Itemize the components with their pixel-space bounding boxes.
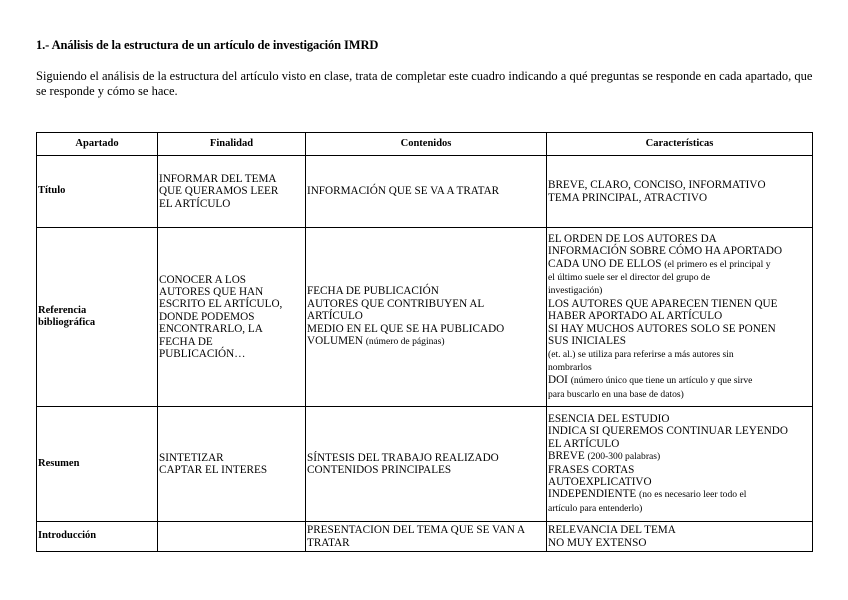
caracteristicas-line — [548, 298, 811, 310]
finalidad-line — [159, 336, 304, 348]
table-row-resumen — [37, 407, 813, 522]
caracteristicas-line — [548, 438, 811, 450]
caracteristicas-line — [548, 413, 811, 425]
caracteristicas-line — [548, 323, 811, 335]
apartado-cell — [37, 156, 158, 228]
main-text: FECHA DE — [159, 335, 213, 348]
contenidos-line — [307, 310, 545, 322]
main-text: TEMA PRINCIPAL, ATRACTIVO — [548, 191, 708, 204]
main-text: SÍNTESIS DEL TRABAJO REALIZADO — [307, 451, 499, 464]
main-text: BREVE — [548, 450, 588, 463]
caracteristicas-line — [548, 233, 811, 245]
caracteristicas-line — [548, 348, 811, 361]
main-text: AUTORES QUE CONTRIBUYEN AL — [307, 297, 485, 310]
main-text: CONOCER A LOS — [159, 273, 247, 286]
contenidos-line — [307, 464, 545, 476]
main-text: QUE QUERAMOS LEER — [159, 185, 279, 198]
header-cell-finalidad: Finalidad — [158, 133, 306, 156]
imrd-structure-table — [36, 132, 813, 552]
apartado-cell — [37, 522, 158, 552]
main-text: INDEPENDIENTE — [548, 488, 640, 501]
main-text: AUTORES QUE HAN — [159, 285, 264, 298]
contenidos-cell — [306, 522, 547, 552]
main-text: ARTÍCULO — [307, 310, 363, 323]
main-text: ENCONTRARLO, LA — [159, 323, 263, 336]
apartado-label-line: Resumen — [38, 457, 80, 469]
main-text: CADA UNO DE ELLOS — [548, 257, 665, 270]
main-text: INFORMACIÓN QUE SE VA A TRATAR — [307, 185, 500, 198]
note-text: (número de páginas) — [365, 336, 445, 348]
caracteristicas-line — [548, 284, 811, 297]
main-text: ESENCIA DEL ESTUDIO — [548, 412, 670, 425]
main-text: HABER APORTADO AL ARTÍCULO — [548, 310, 723, 323]
caracteristicas-line — [548, 537, 811, 549]
caracteristicas-line — [548, 361, 811, 374]
section-heading: 1.- Análisis de la estructura de un artículo de investigación IMRD — [36, 38, 379, 52]
caracteristicas-line — [548, 258, 811, 271]
main-text: MEDIO EN EL QUE SE HA PUBLICADO — [307, 322, 505, 335]
header-cell-caracteristicas: Características — [547, 133, 813, 156]
contenidos-line — [307, 185, 545, 197]
table-header-row — [37, 133, 813, 156]
caracteristicas-line — [548, 524, 811, 536]
table-row-introduccion — [37, 522, 813, 552]
caracteristicas-line — [548, 271, 811, 284]
note-text: el último suele ser el director del grupo de — [548, 272, 710, 284]
caracteristicas-line — [548, 388, 811, 401]
caracteristicas-line — [548, 192, 811, 204]
note-text: investigación) — [548, 285, 603, 297]
contenidos-cell — [306, 407, 547, 522]
table-row-titulo — [37, 156, 813, 228]
caracteristicas-cell — [547, 407, 813, 522]
finalidad-line — [159, 348, 304, 360]
contenidos-cell — [306, 156, 547, 228]
main-text: LOS AUTORES QUE APARECEN TIENEN QUE — [548, 297, 778, 310]
main-text: CAPTAR EL INTERES — [159, 464, 268, 476]
contenidos-line — [307, 298, 545, 310]
caracteristicas-cell — [547, 228, 813, 407]
caracteristicas-line — [548, 335, 811, 347]
contenidos-line — [307, 524, 545, 536]
apartado-label-line: Título — [38, 185, 66, 197]
main-text: CONTENIDOS PRINCIPALES — [307, 464, 452, 476]
caracteristicas-line — [548, 374, 811, 387]
apartado-label-line: bibliográfica — [38, 317, 96, 328]
finalidad-line — [159, 274, 304, 286]
finalidad-line — [159, 173, 304, 185]
main-text: EL ARTÍCULO — [548, 437, 620, 450]
caracteristicas-line — [548, 502, 811, 515]
main-text: EL ARTÍCULO — [159, 197, 231, 210]
contenidos-line — [307, 452, 545, 464]
note-text: nombrarlos — [548, 361, 592, 373]
finalidad-cell — [158, 228, 306, 407]
note-text: (no es necesario leer todo el — [639, 489, 747, 501]
main-text: DOI — [548, 374, 571, 387]
finalidad-line — [159, 452, 304, 464]
main-text: INFORMAR DEL TEMA — [159, 172, 277, 185]
main-text: BREVE, CLARO, CONCISO, INFORMATIVO — [548, 179, 766, 192]
main-text: PRESENTACION DEL TEMA QUE SE VAN A — [307, 524, 526, 537]
contenidos-line — [307, 335, 545, 348]
caracteristicas-line — [548, 464, 811, 476]
main-text: ESCRITO EL ARTÍCULO, — [159, 298, 283, 311]
main-text: SI HAY MUCHOS AUTORES SOLO SE PONEN — [548, 322, 776, 335]
finalidad-cell — [158, 156, 306, 228]
instructions-paragraph: Siguiendo el análisis de la estructura del artículo visto en clase, trata de completar este cuadro indicando a qué preguntas se responde en cada apartado, que se responde y cómo se hace. — [36, 69, 813, 98]
finalidad-cell — [158, 407, 306, 522]
main-text: TRATAR — [307, 536, 350, 549]
main-text: INDICA SI QUEREMOS CONTINUAR LEYENDO — [548, 425, 788, 438]
finalidad-cell — [158, 522, 306, 552]
main-text: PUBLICACIÓN… — [159, 348, 246, 361]
main-text: VOLUMEN — [307, 335, 366, 348]
caracteristicas-line — [548, 425, 811, 437]
contenidos-line — [307, 285, 545, 297]
caracteristicas-line — [548, 245, 811, 257]
finalidad-line — [159, 323, 304, 335]
note-text: (200-300 palabras) — [587, 451, 661, 463]
apartado-cell — [37, 407, 158, 522]
main-text: FRASES CORTAS — [548, 463, 635, 476]
main-text: INFORMACIÓN SOBRE CÓMO HA APORTADO — [548, 245, 783, 258]
finalidad-line — [159, 198, 304, 210]
apartado-label-line: Referencia — [38, 304, 87, 316]
note-text: (el primero es el principal y — [664, 258, 771, 270]
main-text: AUTOEXPLICATIVO — [548, 475, 652, 488]
caracteristicas-cell — [547, 156, 813, 228]
table-row-referencia-bibliografica — [37, 228, 813, 407]
main-text: FECHA DE PUBLICACIÓN — [307, 285, 439, 298]
note-text: artículo para entenderlo) — [548, 502, 643, 514]
apartado-label-line: Introducción — [38, 530, 97, 542]
finalidad-line — [159, 464, 304, 476]
header-cell-contenidos: Contenidos — [306, 133, 547, 156]
finalidad-line — [159, 298, 304, 310]
note-text: (et. al.) se utiliza para referirse a más autores sin — [548, 348, 734, 360]
contenidos-cell — [306, 228, 547, 407]
caracteristicas-line — [548, 310, 811, 322]
caracteristicas-line — [548, 450, 811, 463]
main-text: DONDE PODEMOS — [159, 310, 255, 323]
contenidos-line — [307, 537, 545, 549]
finalidad-line — [159, 286, 304, 298]
note-text: (número único que tiene un artículo y que sirve — [570, 375, 753, 387]
main-text: SUS INICIALES — [548, 335, 627, 348]
apartado-cell — [37, 228, 158, 407]
main-text: EL ORDEN DE LOS AUTORES DA — [548, 232, 717, 245]
finalidad-line — [159, 185, 304, 197]
main-text: RELEVANCIA DEL TEMA — [548, 524, 676, 537]
main-text: SINTETIZAR — [159, 451, 224, 464]
caracteristicas-cell — [547, 522, 813, 552]
finalidad-line — [159, 311, 304, 323]
header-cell-apartado: Apartado — [37, 133, 158, 156]
contenidos-line — [307, 323, 545, 335]
caracteristicas-line — [548, 179, 811, 191]
note-text: para buscarlo en una base de datos) — [548, 388, 684, 400]
caracteristicas-line — [548, 476, 811, 488]
main-text: NO MUY EXTENSO — [548, 536, 647, 549]
caracteristicas-line — [548, 488, 811, 501]
